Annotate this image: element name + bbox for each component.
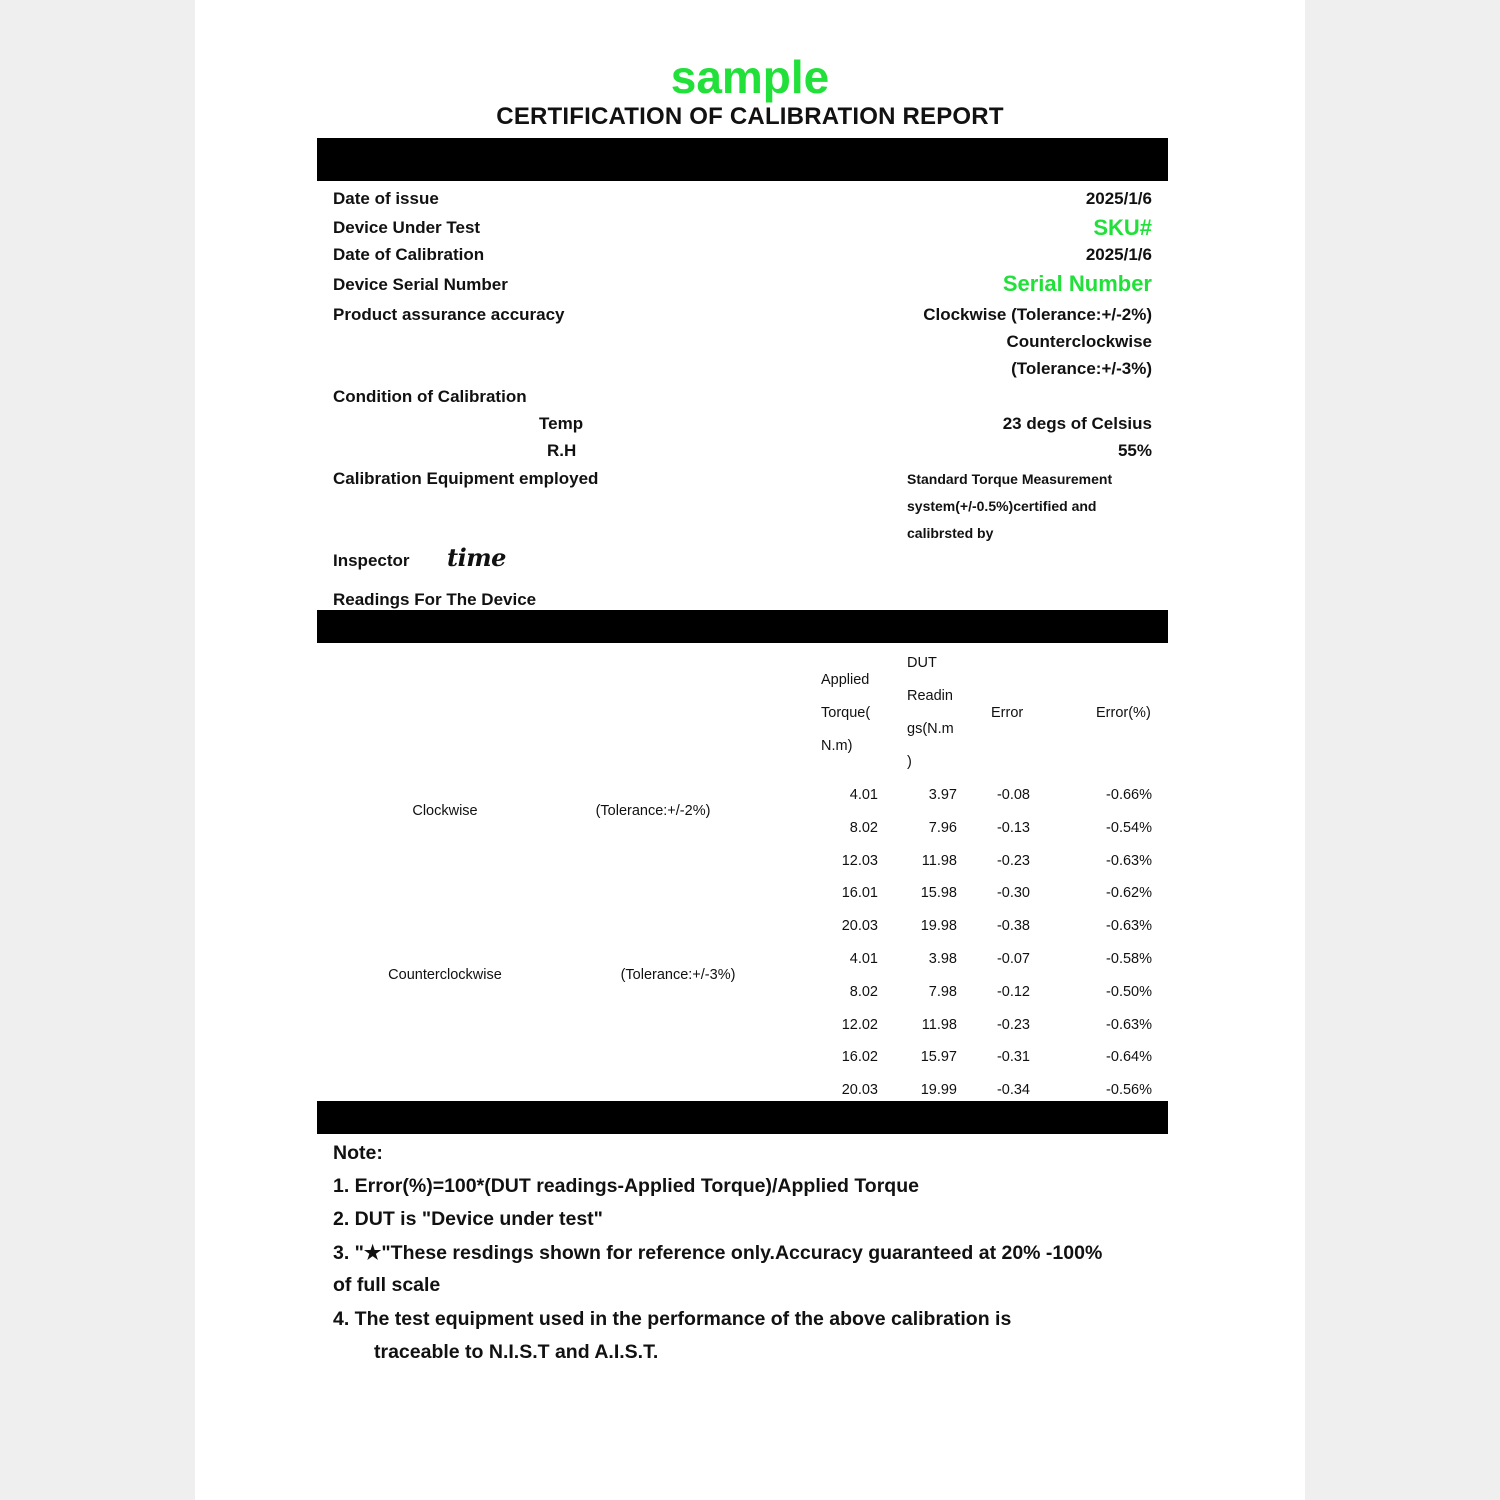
- applied-torque-cell: 4.01: [849, 951, 878, 967]
- group-clockwise-label: Clockwise: [412, 803, 478, 819]
- note-4-line-2: traceable to N.I.S.T and A.I.S.T.: [374, 1341, 659, 1363]
- redaction-bar-top: [317, 138, 1168, 181]
- group-counterclockwise-tolerance: (Tolerance:+/-3%): [620, 967, 736, 983]
- applied-torque-cell: 12.03: [841, 852, 878, 869]
- redaction-bar-bottom: [317, 1101, 1168, 1134]
- report-title: CERTIFICATION OF CALIBRATION REPORT: [496, 103, 1004, 130]
- error-cell: -0.13: [996, 819, 1030, 836]
- applied-torque-cell: 8.02: [849, 983, 878, 1000]
- dut-reading-cell: 7.96: [928, 819, 957, 836]
- error-cell: -0.34: [996, 1082, 1030, 1099]
- error-percent-cell: -0.50%: [1106, 983, 1152, 1000]
- accuracy-line-2: Counterclockwise: [1006, 332, 1152, 351]
- rh-value: 55%: [1117, 441, 1152, 460]
- readings-label: Readings For The Device: [333, 590, 537, 609]
- applied-torque-cell: 4.01: [849, 787, 878, 803]
- error-cell: -0.23: [996, 852, 1030, 869]
- error-percent-cell: -0.63%: [1106, 852, 1152, 869]
- error-percent-cell: -0.58%: [1106, 951, 1152, 967]
- note-2: 2. DUT is "Device under test": [333, 1208, 603, 1230]
- error-cell: -0.08: [996, 787, 1030, 803]
- group-clockwise-tolerance: (Tolerance:+/-2%): [595, 803, 711, 819]
- date-of-calibration-label: Date of Calibration: [333, 245, 485, 264]
- date-of-calibration-value: 2025/1/6: [1085, 245, 1152, 264]
- report-page: [195, 0, 1305, 1500]
- error-cell: -0.12: [996, 983, 1030, 1000]
- date-of-issue-value: 2025/1/6: [1085, 189, 1152, 208]
- dut-reading-cell: 19.99: [920, 1082, 957, 1099]
- accuracy-label: Product assurance accuracy: [333, 305, 565, 324]
- dut-reading-cell: 15.97: [920, 1049, 957, 1066]
- dut-reading-cell: 3.97: [928, 787, 957, 803]
- equipment-line-2: system(+/-0.5%)certified and: [907, 498, 1097, 514]
- applied-torque-cell: 16.02: [841, 1049, 878, 1066]
- error-cell: -0.30: [996, 885, 1030, 902]
- applied-torque-cell: 20.03: [841, 918, 878, 935]
- serial-number-value: Serial Number: [1002, 271, 1152, 296]
- dut-reading-cell: 19.98: [920, 918, 957, 935]
- error-cell: -0.31: [996, 1049, 1030, 1066]
- rh-label: R.H: [547, 441, 577, 460]
- error-percent-cell: -0.66%: [1106, 787, 1152, 803]
- error-cell: -0.07: [996, 951, 1030, 967]
- equipment-line-1: Standard Torque Measurement: [907, 471, 1113, 487]
- dut-reading-cell: 11.98: [921, 852, 957, 869]
- accuracy-line-1: Clockwise (Tolerance:+/-2%): [923, 305, 1152, 324]
- equipment-line-3: calibrsted by: [907, 525, 994, 541]
- dut-reading-cell: 3.98: [928, 951, 957, 967]
- device-under-test-label: Device Under Test: [333, 218, 481, 237]
- inspector-label: Inspector: [333, 551, 410, 570]
- group-counterclockwise-label: Counterclockwise: [388, 967, 502, 983]
- error-percent-cell: -0.64%: [1106, 1049, 1152, 1066]
- condition-label: Condition of Calibration: [333, 387, 527, 406]
- dut-reading-cell: 15.98: [920, 885, 957, 902]
- error-percent-cell: -0.62%: [1106, 885, 1152, 902]
- header-applied-torque: Applied Torque( N.m): [821, 672, 871, 754]
- error-percent-cell: -0.63%: [1106, 1016, 1152, 1033]
- note-3-line-2: of full scale: [333, 1274, 441, 1296]
- note-heading: Note:: [333, 1142, 383, 1164]
- dut-reading-cell: 7.98: [928, 983, 957, 1000]
- note-1: 1. Error(%)=100*(DUT readings-Applied Torque)/Applied Torque: [333, 1175, 919, 1197]
- dut-reading-cell: 11.98: [921, 1016, 957, 1033]
- serial-number-label: Device Serial Number: [333, 275, 508, 294]
- error-percent-cell: -0.63%: [1106, 918, 1152, 935]
- error-cell: -0.23: [996, 1016, 1030, 1033]
- device-under-test-value: SKU#: [1093, 215, 1152, 240]
- temp-label: Temp: [539, 414, 584, 433]
- date-of-issue-label: Date of issue: [333, 189, 439, 208]
- error-percent-cell: -0.56%: [1106, 1082, 1152, 1099]
- error-cell: -0.38: [996, 918, 1030, 935]
- applied-torque-cell: 12.02: [841, 1016, 878, 1033]
- accuracy-line-3: (Tolerance:+/-3%): [1011, 359, 1152, 378]
- inspector-signature: time: [447, 543, 506, 572]
- applied-torque-cell: 8.02: [849, 819, 878, 836]
- applied-torque-cell: 16.01: [841, 885, 878, 902]
- note-4-line-1: 4. The test equipment used in the performance of the above calibration is: [333, 1308, 1012, 1330]
- temp-value: 23 degs of Celsius: [1002, 414, 1152, 433]
- applied-torque-cell: 20.03: [841, 1082, 878, 1099]
- note-3-line-1: 3. "★"These resdings shown for reference only.Accuracy guaranteed at 20% -100%: [333, 1242, 1103, 1264]
- redaction-bar-middle: [317, 610, 1168, 643]
- header-error: Error: [991, 705, 1024, 721]
- error-percent-cell: -0.54%: [1106, 819, 1152, 836]
- watermark: sample: [670, 51, 830, 103]
- header-dut-readings: DUT Readin gs(N.m ): [907, 655, 954, 770]
- equipment-label: Calibration Equipment employed: [333, 469, 599, 488]
- header-error-percent: Error(%): [1096, 705, 1151, 721]
